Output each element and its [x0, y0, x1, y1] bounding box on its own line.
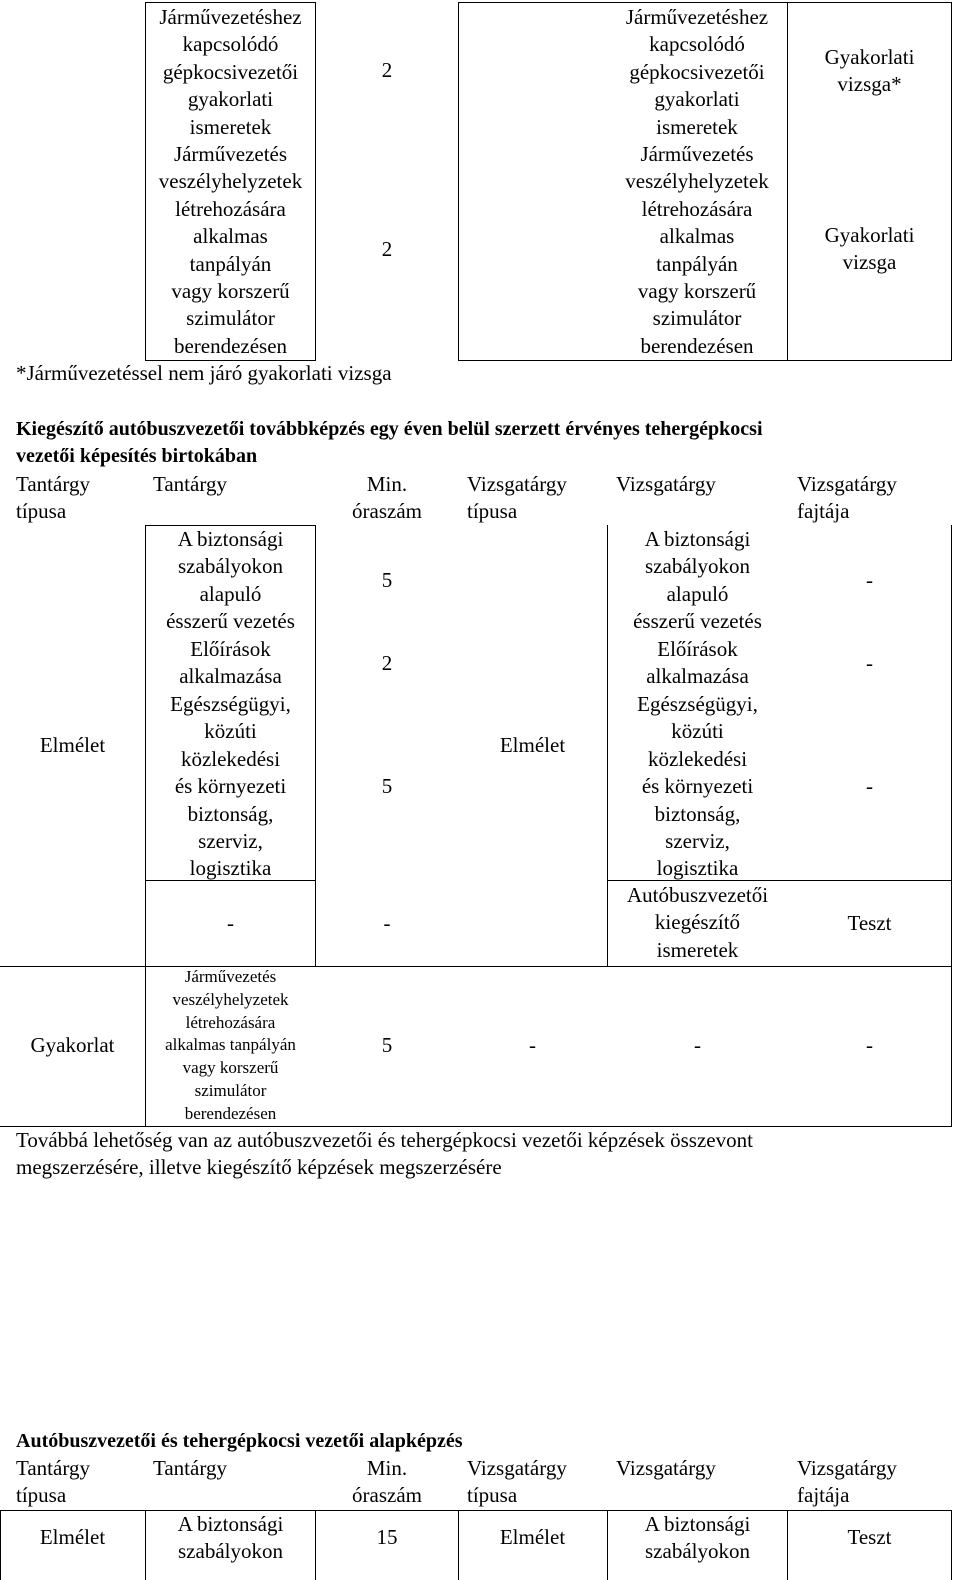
section3-heading: Autóbuszvezetői és tehergépkocsi vezetői alapképzés: [16, 1430, 463, 1452]
theory-row4-exam-subject: Autóbuszvezetői kiegészítő ismeretek: [626, 883, 769, 962]
s3-row-exam-kind: Teszt: [847, 1525, 892, 1549]
s3-header-min-hours: Min. óraszám: [352, 1456, 422, 1508]
theory-row4-hours: -: [383, 911, 391, 935]
theory-row2-exam-subject: Előírások alkalmazása: [646, 637, 749, 689]
theory-row4-subject: -: [227, 911, 234, 935]
theory-row2-subject: Előírások alkalmazása: [179, 637, 282, 689]
s3-row-hours: 15: [376, 1525, 398, 1549]
theory-row3-hours: 5: [381, 774, 393, 798]
header-min-hours: Min. óraszám: [352, 472, 422, 524]
header-exam-kind: Vizsgatárgy fajtája: [797, 472, 897, 524]
theory-row4-exam-kind: Teszt: [847, 911, 892, 935]
theory-row3-exam-kind: -: [866, 774, 873, 798]
theory-row1-subject: A biztonsági szabályokon alapuló ésszerű vezetés: [166, 527, 295, 634]
s3-row-exam-subject: A biztonsági szabályokon: [644, 1512, 751, 1564]
s3-header-exam-subject: Vizsgatárgy: [616, 1456, 716, 1480]
practice-subject: Járművezetés veszélyhelyzetek létrehozására alkalmas tanpályán vagy korszerű szimulátor berendezésen: [165, 967, 296, 1123]
table1-row1-exam-subject: Járművezetéshez kapcsolódó gépkocsivezetői gyakorlati ismeretek: [625, 5, 769, 139]
header-exam-type: Vizsgatárgy típusa: [467, 472, 567, 524]
header-subject-type: Tantárgy típusa: [16, 472, 90, 524]
header-exam-subject: Vizsgatárgy: [616, 472, 716, 496]
section2-heading: Kiegészítő autóbuszvezetői továbbképzés egy éven belül szerzett érvényes tehergépkocsi vezetői képesítés birtokában: [16, 418, 763, 467]
section2-note: Továbbá lehetőség van az autóbuszvezetői és tehergépkocsi vezetői képzések összevont megszerzésére, illetve kiegészítő képzések megszerzésére: [16, 1128, 753, 1180]
practice-label: Gyakorlat: [30, 1033, 115, 1057]
s3-header-subject-type: Tantárgy típusa: [16, 1456, 90, 1508]
table1-footnote: *Járművezetéssel nem járó gyakorlati vizsga: [16, 361, 392, 385]
table1-row1-hours: 2: [381, 58, 393, 82]
s3-row-exam-type: Elmélet: [499, 1525, 566, 1549]
table1-row2-subject: Járművezetés veszélyhelyzetek létrehozására alkalmas tanpályán vagy korszerű szimulátor berendezésen: [158, 142, 303, 358]
theory-label: Elmélet: [39, 733, 106, 757]
theory-row1-exam-kind: -: [866, 568, 873, 592]
table1-row1-subject: Járművezetéshez kapcsolódó gépkocsivezetői gyakorlati ismeretek: [159, 5, 302, 139]
s3-header-subject: Tantárgy: [153, 1456, 227, 1480]
theory-row3-exam-subject: Egészségügyi, közúti közlekedési és környezeti biztonság, szerviz, logisztika: [637, 692, 758, 881]
theory-row2-hours: 2: [381, 651, 393, 675]
s3-row-subject: A biztonsági szabályokon: [177, 1512, 284, 1564]
theory-row1-hours: 5: [381, 568, 393, 592]
theory-exam-type: Elmélet: [499, 733, 566, 757]
theory-row2-exam-kind: -: [866, 651, 873, 675]
s3-row-type: Elmélet: [39, 1525, 106, 1549]
s3-header-exam-kind: Vizsgatárgy fajtája: [797, 1456, 897, 1508]
practice-hours: 5: [381, 1033, 393, 1057]
table1-row2-exam-kind: Gyakorlati vizsga: [824, 223, 915, 275]
s3-header-exam-type: Vizsgatárgy típusa: [467, 1456, 567, 1508]
practice-exam-type: -: [529, 1033, 536, 1057]
theory-row3-subject: Egészségügyi, közúti közlekedési és környezeti biztonság, szerviz, logisztika: [170, 692, 291, 881]
table1-row1-exam-kind: Gyakorlati vizsga*: [824, 45, 915, 97]
practice-exam-kind: -: [866, 1033, 873, 1057]
practice-exam-subject: -: [694, 1033, 701, 1057]
table1-row2-exam-subject: Járművezetés veszélyhelyzetek létrehozására alkalmas tanpályán vagy korszerű szimulátor berendezésen: [625, 142, 769, 358]
header-subject: Tantárgy: [153, 472, 227, 496]
theory-row1-exam-subject: A biztonsági szabályokon alapuló ésszerű vezetés: [633, 527, 762, 634]
table1-row2-hours: 2: [381, 237, 393, 261]
